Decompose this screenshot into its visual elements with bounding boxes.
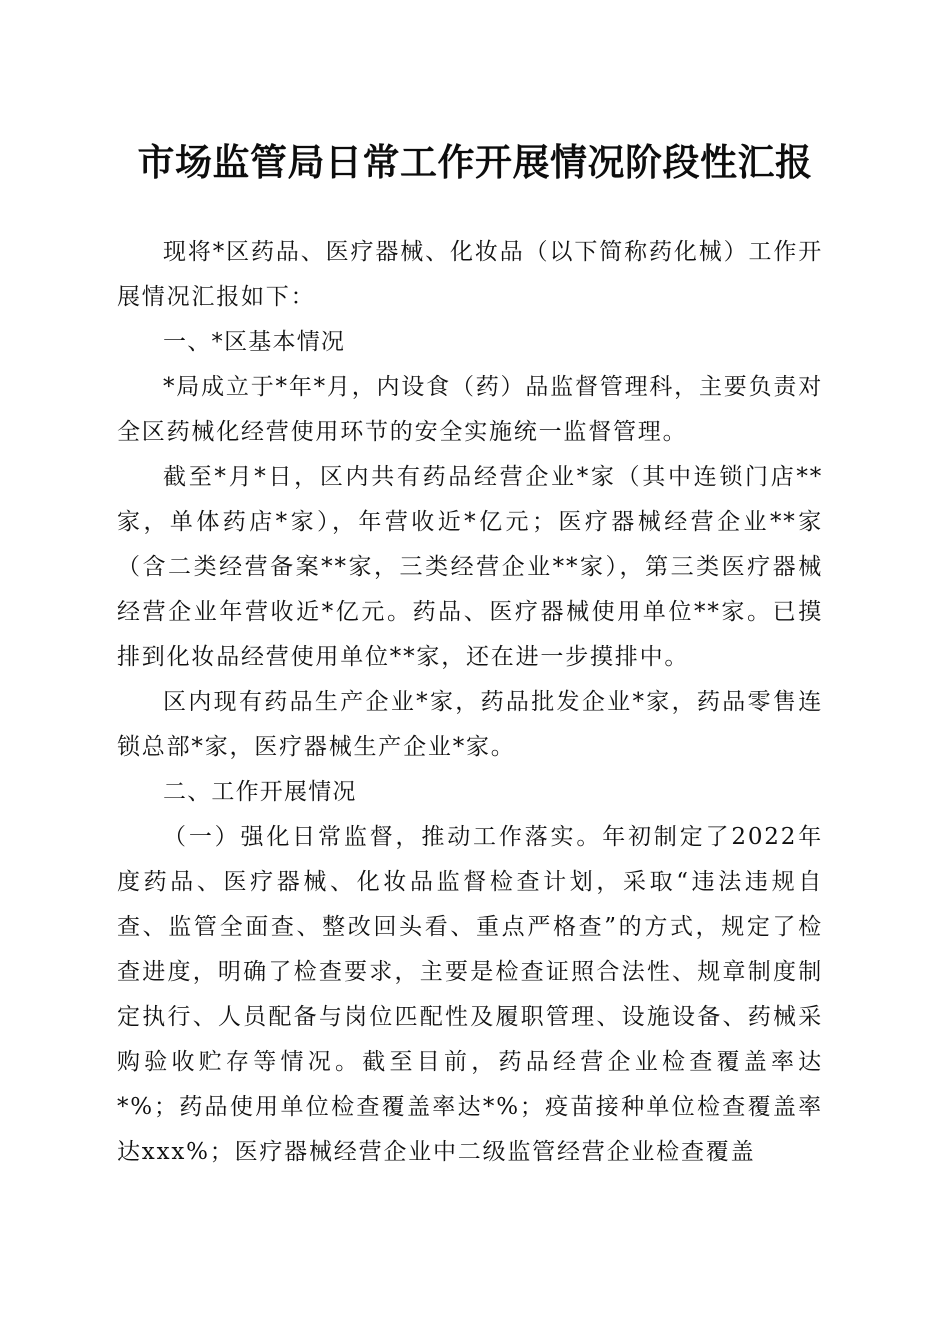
intro-paragraph: 现将*区药品、医疗器械、化妆品（以下简称药化械）工作开展情况汇报如下： (117, 239, 823, 310)
section-1-heading: 一、*区基本情况 (163, 329, 346, 355)
section-2-paragraph-1: （一）强化日常监督，推动工作落实。年初制定了2022年度药品、医疗器械、化妆品监督检查计划，采取“违法违规自查、监管全面查、整改回头看、重点严格查”的方式，规定了检查进度，明确了检查要求，主要是检查证照合法性、规章制度制定执行、人员配备与岗位匹配性及履职管理、设施设备、药械采购验收贮存等情况。截至目前，药品经营企业检查覆盖率达*%；药品使用单位检查覆盖率达*%；疫苗接种单位检查覆盖率达xxx%；医疗器械经营企业中二级监管经营企业检查覆盖 (117, 824, 823, 1165)
document-body (117, 230, 823, 1175)
section-1-paragraph-3: 区内现有药品生产企业*家，药品批发企业*家，药品零售连锁总部*家，医疗器械生产企业*家。 (117, 689, 823, 760)
section-2-heading: 二、工作开展情况 (163, 779, 357, 805)
section-1-paragraph-1: *局成立于*年*月，内设食（药）品监督管理科，主要负责对全区药械化经营使用环节的安全实施统一监督管理。 (117, 374, 823, 445)
document-title: 市场监管局日常工作开展情况阶段性汇报 (137, 140, 813, 184)
section-1-paragraph-2: 截至*月*日，区内共有药品经营企业*家（其中连锁门店**家，单体药店*家），年营收近*亿元；医疗器械经营企业**家（含二类经营备案**家，三类经营企业**家），第三类医疗器械经营企业年营收近*亿元。药品、医疗器械使用单位**家。已摸排到化妆品经营使用单位**家，还在进一步摸排中。 (117, 464, 823, 670)
